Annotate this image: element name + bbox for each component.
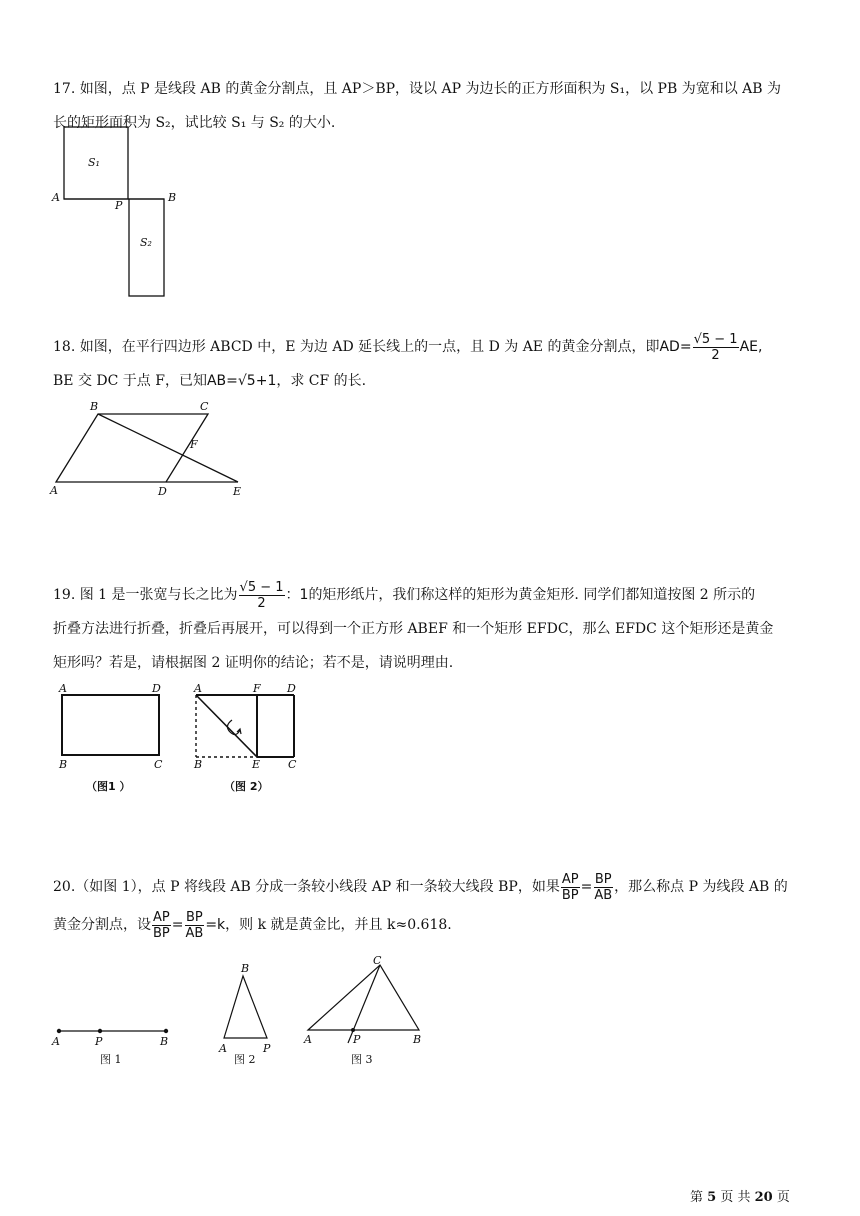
segment-be [98,414,238,482]
q20-figure-1 [46,1018,186,1070]
q18-line2: BE 交 DC 于点 F，已知AB=√5+1，求 CF 的长. [53,373,367,389]
label-c: C [373,955,382,967]
q20-fraction-bp-ab-2: $\frac{BP}{AB}$ [185,909,204,941]
q18-text [53,330,813,398]
label-f: F [253,682,261,695]
q19-line2: 折叠方法进行折叠，折叠后再展开，可以得到一个正方形 ABEF 和一个矩形 EFDC，那么 EFDC 这个矩形还是黄金 [53,621,774,637]
q20-fraction-ap-bp: $\frac{AP}{BP}$ [561,871,579,903]
q17-line2: 长的矩形面积为 S₂，试比较 S₁ 与 S₂ 的大小. [53,115,336,131]
label-b: B [160,1035,169,1048]
label-d: D [287,682,296,695]
caption-fig2: （图 2） [224,780,269,793]
q17-figure [48,122,188,302]
triangle-abp [224,976,267,1038]
triangle-abc [308,965,419,1030]
label-b: B [194,758,203,771]
page-footer: 第 5 页 共 20 页 [690,1190,790,1205]
q19-line1: 19. 图 1 是一张宽与长之比为 $\frac{√5 - 1}{2}$ ：1的矩形纸片，我们称这样的矩形为黄金矩形. 同学们都知道按图 2 所示的 [53,579,756,611]
q19-fraction: $\frac{√5 - 1}{2}$ [239,579,284,611]
label-a: A [52,1035,60,1048]
label-c: C [154,758,163,771]
label-b: B [59,758,68,771]
label-p: P [95,1035,103,1048]
label-c: C [288,758,297,771]
label-a: A [219,1042,227,1055]
label-a: A [59,682,67,695]
label-e: E [252,758,261,771]
label-a: A [304,1033,312,1046]
caption-fig1: （图1 ） [86,780,131,793]
caption-fig3: 图 3 [351,1053,373,1066]
q20-fraction-bp-ab: $\frac{BP}{AB}$ [594,871,613,903]
caption-fig1: 图 1 [100,1053,122,1066]
label-p: P [353,1033,361,1046]
label-c: C [200,400,209,413]
q20-line2: 黄金分割点，设 $\frac{AP}{BP}$ = $\frac{BP}{AB}$ =k，则 k 就是黄金比，并且 k≈0.618. [53,909,452,941]
label-s2: S₂ [140,236,152,249]
q19-figure-1 [52,680,182,796]
label-e: E [233,485,242,498]
label-s1: S₁ [88,156,100,169]
parallelogram-abcd [56,414,208,482]
q18-fraction: $\frac{√5 - 1}{2}$ [693,331,738,363]
page-total: 20 [754,1190,773,1205]
label-a: A [194,682,202,695]
golden-rectangle [62,695,159,755]
q18-line1: 18. 如图，在平行四边形 ABCD 中，E 为边 AD 延长线上的一点，且 D 为 AE 的黄金分割点，即AD= $\frac{√5 - 1}{2}$ AE, [53,331,763,363]
q19-line3: 矩形吗？若是，请根据图 2 证明你的结论；若不是，请说明理由. [53,655,454,671]
q18-figure [48,396,258,500]
point-p [98,1029,102,1033]
label-a: A [50,484,58,497]
q20-figure-3 [298,955,438,1070]
point-a [57,1029,61,1033]
label-d: D [152,682,161,695]
diagonal-ae [196,695,257,757]
point-b [164,1029,168,1033]
label-p: P [263,1042,271,1055]
page-number: 5 [707,1190,717,1205]
q20-figure-2 [214,960,284,1070]
label-b: B [90,400,99,413]
q17-line1: 17. 如图，点 P 是线段 AB 的黄金分割点，且 AP＞BP，设以 AP 为边长的正方形面积为 S₁，以 PB 为宽和以 AB 为 [53,81,782,97]
fold-arrow-icon [227,720,241,735]
caption-fig2: 图 2 [234,1053,256,1066]
label-a: A [52,191,60,204]
label-b: B [413,1033,422,1046]
label-b: B [241,962,250,975]
q20-line1: 20.（如图 1），点 P 将线段 AB 分成一条较小线段 AP 和一条较大线段 BP，如果 $\frac{AP}{BP}$ = $\frac{BP}{AB}$ ，那么称点 P 为线段 AB 的 [53,871,788,903]
label-p: P [115,199,123,212]
label-f: F [190,438,198,451]
label-d: D [158,485,167,498]
point-p [351,1028,355,1032]
q19-figure-2 [188,680,308,796]
q20-fraction-ap-bp-2: $\frac{AP}{BP}$ [153,909,170,941]
q19-text [53,578,813,680]
label-b: B [168,191,177,204]
q20-text [53,868,813,944]
